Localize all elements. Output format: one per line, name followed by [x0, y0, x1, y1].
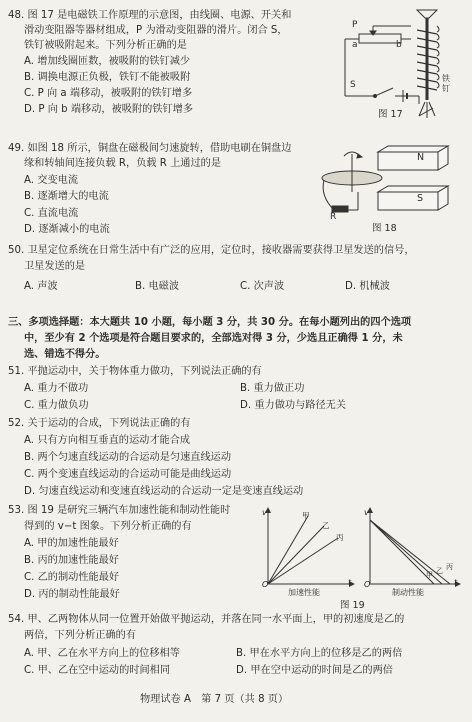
- q54-stem-line2: 两倍，下列分析正确的有: [24, 630, 137, 641]
- fig18-label-r: R: [330, 212, 337, 222]
- fig19-right-axis-title: 制动性能: [392, 588, 424, 597]
- fig17-label-s: S: [350, 80, 356, 90]
- fig17-label-p: P: [352, 20, 358, 30]
- q53-option-d: D. 丙的制动性能最好: [24, 589, 120, 600]
- q48-stem-line1: 48. 图 17 是电磁铁工作原理的示意图，由线圈、电源、开关和: [8, 10, 292, 21]
- fig18-label-n: N: [417, 152, 425, 163]
- fig19-left-origin: O: [262, 580, 269, 589]
- section3-header-line2: 中，至少有 2 个选项是符合题目要求的，全部选对得 3 分，少选且正确得 1 分，未: [24, 333, 403, 344]
- fig19-left-bing-label: 丙: [336, 533, 344, 542]
- q54-stem-line1: 54. 甲、乙两物体从同一位置开始做平抛运动，并落在同一水平面上，甲的初速度是乙的: [8, 614, 405, 625]
- fig19-left-t-label: t: [348, 578, 352, 587]
- fig17-label-b: b: [396, 40, 402, 50]
- fig18-label-s: S: [417, 193, 424, 204]
- figure-18-copper-disk: [318, 144, 468, 224]
- q50-option-c: C. 次声波: [240, 281, 285, 292]
- q51-option-d: D. 重力做功与路径无关: [240, 400, 347, 411]
- fig19-caption: 图 19: [340, 600, 365, 611]
- fig19-left-yi-label: 乙: [322, 521, 330, 530]
- fig19-left-line-jia: [268, 516, 308, 584]
- q53-option-b: B. 丙的加速性能最好: [24, 555, 119, 566]
- q48-option-a: A. 增加线圈匝数，被吸附的铁钉减少: [24, 56, 191, 67]
- fig17-label-a: a: [352, 40, 358, 50]
- q49-option-c: C. 直流电流: [24, 208, 79, 219]
- fig19-left-v-label: v: [262, 508, 267, 517]
- q48-option-c: C. P 向 a 端移动，被吸附的铁钉增多: [24, 88, 193, 99]
- fig19-left-line-bing: [268, 538, 338, 584]
- fig19-left-axis-title: 加速性能: [288, 588, 320, 597]
- q54-option-b: B. 甲在水平方向上的位移是乙的两倍: [236, 648, 403, 659]
- q52-option-b: B. 两个匀速直线运动的合运动是匀速直线运动: [24, 452, 232, 463]
- q48-option-b: B. 调换电源正负极，铁钉不能被吸附: [24, 72, 191, 83]
- q52-option-d: D. 匀速直线运动和变速直线运动的合运动一定是变速直线运动: [24, 486, 304, 497]
- q54-option-c: C. 甲、乙在空中运动的时间相同: [24, 665, 171, 676]
- q50-option-a: A. 声波: [24, 281, 58, 292]
- fig19-right-origin: O: [364, 580, 371, 589]
- page-footer: 物理试卷 A 第 7 页（共 8 页）: [140, 694, 289, 705]
- section3-header-line1: 三、多项选择题：本大题共 10 小题，每小题 3 分，共 30 分。在每小题列出的四个选项: [8, 317, 412, 328]
- section3-header-line3: 选、错选不得分。: [24, 349, 106, 360]
- fig17-caption: 图 17: [378, 109, 403, 120]
- q54-option-d: D. 甲在空中运动的时间是乙的两倍: [236, 665, 393, 676]
- fig19-right-jia-label: 甲: [426, 571, 433, 579]
- q50-stem-line2: 卫星发送的是: [24, 261, 86, 272]
- q50-stem-line1: 50. 卫星定位系统在日常生活中有广泛的应用，定位时，接收器需要获得卫星发送的信号，: [8, 245, 415, 256]
- fig19-right-t-label: t: [454, 578, 458, 587]
- fig19-right-yi-label: 乙: [436, 567, 443, 575]
- q48-option-d: D. P 向 b 端移动，被吸附的铁钉增多: [24, 104, 194, 115]
- q50-option-b: B. 电磁波: [135, 281, 180, 292]
- q53-option-a: A. 甲的加速性能最好: [24, 538, 119, 549]
- q48-stem-line2: 滑动变阻器等器材组成，P 为滑动变阻器的滑片。闭合 S，: [24, 25, 288, 36]
- q52-stem: 52. 关于运动的合成，下列说法正确的有: [8, 418, 191, 429]
- q49-stem-line2: 缘和转轴间连接负载 R，负载 R 上通过的是: [24, 158, 222, 169]
- q49-option-d: D. 逐渐减小的电流: [24, 224, 110, 235]
- q48-stem-line3: 铁钉被吸附起来。下列分析正确的是: [24, 40, 187, 51]
- fig18-caption: 图 18: [372, 223, 397, 234]
- rheostat: [359, 34, 401, 43]
- q52-option-a: A. 只有方向相互垂直的运动才能合成: [24, 435, 191, 446]
- q49-option-b: B. 逐渐增大的电流: [24, 191, 109, 202]
- q51-option-b: B. 重力做正功: [240, 383, 305, 394]
- q49-option-a: A. 交变电流: [24, 175, 79, 186]
- fig19-left-line-yi: [268, 526, 324, 584]
- fig19-right-v-label: v: [364, 508, 369, 517]
- fig19-left-jia-label: 甲: [302, 511, 310, 520]
- q51-option-a: A. 重力不做功: [24, 383, 89, 394]
- q51-option-c: C. 重力做负功: [24, 400, 89, 411]
- q51-stem: 51. 平抛运动中，关于物体重力做功，下列说法正确的有: [8, 366, 262, 377]
- q53-stem-line2: 得到的 v−t 图象。下列分析正确的有: [24, 521, 192, 532]
- q53-stem-line1: 53. 图 19 是研究三辆汽车加速性能和制动性能时: [8, 505, 231, 516]
- q52-option-c: C. 两个变速直线运动的合运动可能是曲线运动: [24, 469, 232, 480]
- q53-option-c: C. 乙的制动性能最好: [24, 572, 120, 583]
- q54-option-a: A. 甲、乙在水平方向上的位移相等: [24, 648, 180, 659]
- fig17-label-nail: 铁钉: [442, 74, 450, 93]
- fig19-right-bing-label: 丙: [446, 563, 453, 571]
- q50-option-d: D. 机械波: [345, 281, 390, 292]
- q49-stem-line1: 49. 如图 18 所示，铜盘在磁极间匀速旋转，借助电刷在铜盘边: [8, 143, 292, 154]
- fig19-right-line-jia: [370, 520, 434, 584]
